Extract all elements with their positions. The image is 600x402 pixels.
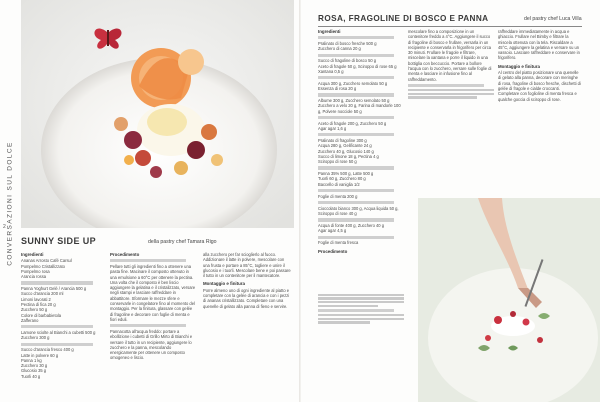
- text-line: [408, 89, 494, 91]
- text-line: [318, 318, 404, 320]
- ingredient-line: Foglie di menta fresca: [318, 240, 359, 246]
- recipe-title-sunny-side-up: SUNNY SIDE UP: [21, 236, 97, 246]
- ingredient-line: Zucchero 30 g: [21, 363, 48, 369]
- ingredient-line: Tuorli 60 g, Zucchero 80 g: [318, 176, 366, 182]
- assembly-text: Al centro del piatto posizionare una quenelle di gelato alla panna, decorare con meringhe di rosa, fragoline di bosco fresche, dischetti di gelée di fragole e cialde croccanti. Completare con foglioline di menta fresca e qualche goccia di sciroppo di rose.: [498, 70, 581, 102]
- ingredient-line: Zucchero 50 g: [21, 307, 48, 313]
- dessert-photo-rosa-fragoline: [418, 198, 600, 402]
- left-ingredients-column: [21, 252, 103, 397]
- left-assembly-column: [203, 252, 291, 397]
- ingredient-line: Cioccolato bianco 300 g, Acqua liquida 50 g, Sciroppo di rose 40 g: [318, 205, 399, 217]
- ingredients-heading: Ingredienti: [21, 252, 44, 257]
- ingredient-line: Panna Yoghurt Gelé / Arancia 500 g: [21, 286, 87, 292]
- ingredient-line: Limoni lavorati 2: [21, 296, 51, 302]
- ingredient-line: Succo di fragoline di bosco 50 g: [318, 58, 377, 64]
- subsection-bar: [21, 343, 93, 346]
- assembly-heading: Montaggio e finitura: [203, 281, 245, 287]
- ingredient-line: Zucchero di canna 20 g: [318, 46, 361, 52]
- assembly-text: Porre almeno uno di ogni ingrediente al piatto e completare con la gelée di arancia e con i pezzi di ananas cristallizzato. Completare con una quenelle di gelato alla panna di fieno e servire.: [203, 287, 290, 309]
- text-line: [318, 301, 404, 303]
- subsection-bar: [318, 218, 394, 221]
- plating-hands-illustration: [418, 198, 600, 402]
- recipe-chef-left: della pastry chef Tamara Rigo: [148, 239, 217, 245]
- left-procedure-column: [110, 252, 196, 397]
- ingredient-line: Panna 35% 500 g, Latte 500 g: [318, 171, 374, 177]
- ingredient-line: Agar agar 1,6 g: [318, 126, 347, 131]
- subsection-bar: [21, 325, 93, 328]
- subsection-bar: [318, 201, 394, 204]
- text-line: [318, 321, 370, 323]
- procedure-text: Pannacotta all'acqua freddo: portare a ebollizione i cubetti di Grillo Mirto di Bianchi e versare il tutto in un recipiente, aggiungere lo zucchero e la panna, mescolando energicamente per ottenere un composto omogeneo e liscio.: [110, 328, 193, 361]
- procedure-heading: Procedimento: [318, 248, 348, 254]
- right-procedure-continuation-2: [408, 292, 416, 398]
- ingredient-line: Zafferano: [21, 317, 39, 323]
- ingredient-line: Panna 1 kg: [21, 357, 42, 363]
- procedure-text: raffreddare immediatamente in acqua e ghiaccio. Frullare nel Bimby e filtrare la miscela ottenuta con la tela. Riscaldare a 45°C, aggiungere la gelatina e versare su un vassoio. Lasciare raffreddare e conservare in frigorifero.: [498, 29, 580, 61]
- title-underline: [318, 26, 582, 27]
- procedure-text: alla zucchero per far scioglierlo al fuoco. Addizionare il latte in polvere, mescolare con una frusta e portare a 85°C, togliere e unire il glucosio e i tuorli. Mescolare bene e poi passare il tutto in un contenitore per il mantecatore.: [203, 252, 291, 279]
- ingredient-line: Acqua 300 g, Zucchero semolato 50 g: [318, 80, 388, 86]
- ingredient-line: Colore di barbabietola: [21, 312, 62, 318]
- ingredient-line: Agar agar 4,5 g: [318, 228, 347, 234]
- ingredient-line: Succo d'arancia fresco 400 g: [21, 347, 74, 353]
- procedure-text: mescolare fino a composizione in un contenitore freddo a 4°C. Aggiungere il succo di fragoline di bosco e frullare, versarla in un recipiente e conservarla in frigorifero per circa 30 minuti. Frullare le fragole e filtrare, miscelare la xantana e porre il liquido in una bottiglia con beccuccio. Portare a bollore l'acqua con lo zucchero, versare sulle foglie di menta e lasciare in infusione fino al raffreddamento.: [408, 29, 492, 82]
- ingredient-line: Pralinato di bosco fresche 500 g: [318, 40, 377, 46]
- ingredient-line: Succo di limone 18 g, Pectina 4 g: [318, 153, 379, 159]
- procedure-text: Pellare tutti gli ingredienti fino a ottenere una pasta fine. Macinare il composto ottenuto in una emulsione a 60°C per ottenere la pectina. Una volta che il composto è ben liscio aggiungere la gelatina e il cristalizzato, versare negli stampi e lasciare raffreddare in abbattitore. Sformare le mezze sfere e conservarle in congelatore fino al momento del montaggio. Per la finitura, glassare con gelée di fragoline e decorare con foglie di menta e fiori eduli.: [110, 263, 196, 322]
- ingredient-line: Pompelmo Cristallizzato: [21, 263, 65, 269]
- ingredient-line: Albume 300 g, Zucchero semolato 50 g: [318, 98, 390, 104]
- ingredient-line: Xantana 0,5 g: [318, 68, 344, 74]
- right-procedure-column: [408, 29, 494, 194]
- text-line: [408, 93, 494, 95]
- subsection-bar: [408, 84, 484, 87]
- ingredient-line: Arancia rossa: [21, 274, 47, 280]
- subsection-bar: [318, 93, 394, 96]
- ingredient-line: Acqua di fonte 400 g, Zucchero 40 g: [318, 223, 384, 228]
- ingredient-line: Aceto di fragole 50 g, Sciroppo di rose 65 g: [318, 63, 397, 69]
- assembly-heading: Montaggio e finitura: [498, 63, 540, 69]
- procedure-heading: Procedimento: [110, 252, 140, 257]
- dessert-plate-illustration: [21, 0, 294, 228]
- right-assembly-column: [498, 29, 582, 194]
- section-label: CONVERSAZIONI SUL DOLCE: [6, 141, 14, 266]
- ingredients-heading: Ingredienti: [318, 29, 341, 34]
- ingredient-line: Aceto di fragole 200 g, Zucchero 50 g: [318, 120, 387, 126]
- subsection-bar: [318, 309, 394, 312]
- ingredient-line: Succo d'arancia 200 ml: [21, 291, 64, 297]
- subsection-bar: [318, 236, 394, 239]
- ingredient-line: Sciroppo di rose 50 g: [318, 159, 357, 165]
- text-line: [318, 297, 404, 299]
- ingredient-line: Pralinato di fragoline 300 g: [318, 137, 367, 143]
- subsection-bar: [318, 116, 394, 119]
- subsection-bar: [318, 54, 394, 57]
- ingredient-line: Pompelmo rosa: [21, 268, 50, 274]
- ingredient-line: Baccello di vaniglia 1/2: [318, 181, 360, 187]
- ingredient-line: Acqua 280 g, Gelificante 24 g: [318, 143, 372, 149]
- page-number: 2: [3, 224, 6, 230]
- ingredient-line: Tuorli 40 g: [21, 373, 41, 379]
- right-ingredients-column: [318, 29, 404, 291]
- text-line: [318, 305, 378, 307]
- subsection-bar: [318, 189, 394, 192]
- ingredient-line: Pectina di fica 20 g: [21, 302, 56, 308]
- text-line: [318, 314, 404, 316]
- recipe-chef-right: del pastry chef Luca Villa: [524, 16, 582, 22]
- subsection-bar: [110, 259, 186, 262]
- text-line: [318, 294, 404, 296]
- subsection-bar: [318, 36, 394, 39]
- ingredient-line: Zucchero 40 g, Glucosio 140 g: [318, 148, 374, 154]
- text-line: [408, 96, 477, 98]
- ingredient-line: Ananas Arrosto Café Carsul: [21, 258, 72, 264]
- page-gutter: [299, 0, 301, 402]
- ingredient-line: Foglie di menta 200 g: [318, 193, 358, 199]
- subsection-bar: [318, 133, 394, 136]
- dessert-photo-sunny-side-up: [21, 0, 294, 228]
- butterfly-decoration: [94, 28, 121, 48]
- ingredient-line: Essenza di rosa 20 g: [318, 86, 357, 92]
- ingredient-line: Lamone sciolte al Bianchi a cubetti 500 g: [21, 329, 96, 335]
- section-sidebar: [0, 0, 13, 402]
- subsection-bar: [21, 281, 93, 284]
- recipe-title-rosa: ROSA, FRAGOLINE DI BOSCO E PANNA: [318, 14, 489, 23]
- ingredient-line: Glucosio 35 g: [21, 368, 47, 374]
- ingredient-line: Zucchero 300 g: [21, 335, 50, 341]
- subsection-bar: [318, 76, 394, 79]
- subsection-bar: [110, 324, 186, 327]
- right-procedure-continuation: [318, 292, 404, 398]
- ingredient-line: Zucchero a velo 20 g, Farina di mandorle 100 g, Polvere nocciole 50 g: [318, 103, 401, 114]
- ingredient-line: Latte in polvere 60 g: [21, 352, 59, 358]
- subsection-bar: [318, 166, 394, 169]
